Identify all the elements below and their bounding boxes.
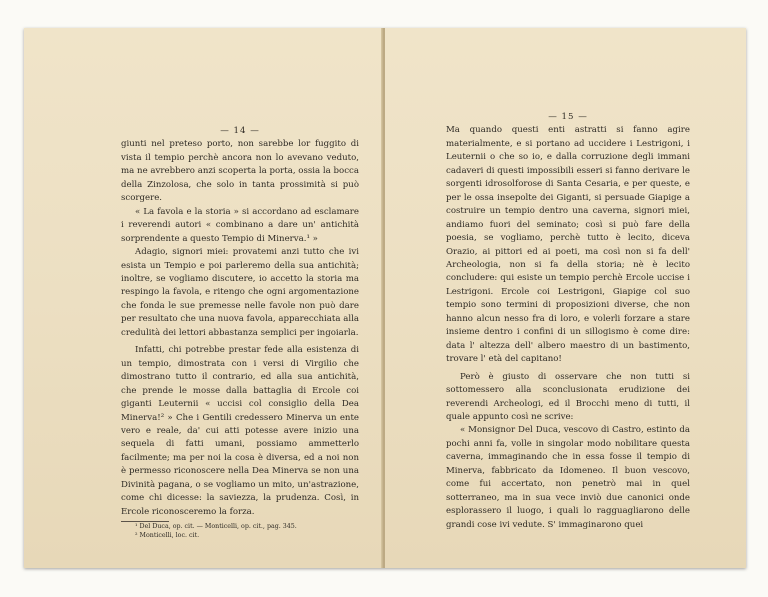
right-page-text	[446, 111, 690, 532]
left-page	[24, 28, 383, 568]
paragraph: Adagio, signori miei: provatemi anzi tutto che ivi esista un Tempio e poi parleremo della sua antichità; inoltre, se vogliamo discutere, io accetto la storia ma respingo la favola, e ritengo che ogni argomentazione che fonda le sue premesse nelle favole non può dare per resultato che una nuova favola, apparecchiata alla credulità dei lettori abbastanza semplici per ingoiarla.	[121, 247, 359, 338]
paragraph: Però è giusto di osservare che non tutti si sottomessero alla sconclusionata erudizione dei reverendi Archeologi, ed il Brocchi meno di tutti, il quale appunto così ne scrive:	[446, 371, 690, 422]
page-number: — 15 —	[548, 112, 588, 122]
footnote: ² Monticelli, loc. cit.	[135, 531, 200, 539]
right-page	[385, 28, 746, 568]
paragraph: giunti nel preteso porto, non sarebbe lor fuggito di vista il tempio perchè ancora non lo avevano veduto, ma ne avrebbero anzi scoperta la porta, ossia la bocca della Zinzolosa, che solo in tanta prossimità si può scorgere.	[121, 139, 359, 204]
left-page-text	[121, 125, 359, 540]
paragraph: Infatti, chi potrebbe prestar fede alla esistenza di un tempio, dimostrata con i versi di Virgilio che dimostrano tutto il contrario, ed alla sua antichità, che prende le mosse dalla battaglia di Ercole coi giganti Leuternii « uccisi col consiglio della Dea Minerva!² » Che i Gentili credessero Minerva un ente vero e reale, da' cui atti potesse avere inizio una sequela di fatti umani, possiamo ammetterlo facilmente; ma per noi la cosa è diversa, ed a noi non è permesso riconoscere nella Dea Minerva se non una Divinità pagana, o se vogliamo un mito, un'astrazione, come chi dicesse: la saviezza, la prudenza. Così, in Ercole riconosceremo la forza.	[121, 345, 359, 517]
footnote: ¹ Del Duca, op. cit. — Monticelli, op. cit., pag. 345.	[135, 523, 297, 531]
footnote-rule	[121, 521, 169, 522]
paragraph: Ma quando questi enti astratti si fanno agire materialmente, e si portano ad uccidere i Lestrigoni, i Leuternii o che so io, e dalla corruzione degli immani cadaveri di questi impossibili esseri si fanno derivare le sorgenti idrosolforose di Santa Cesaria, e per queste, e per le ossa insepolte dei Giganti, si persuade Giapige a costruire un tempio dentro una caverna, signori miei, andiamo fuori del seminato; così si può fare della poesia, se vogliamo, perchè tutto è lecito, diceva Orazio, ai pittori ed ai poeti, ma così non si fa dell' Archeologia, non si fa della storia; nè è lecito concludere: qui esiste un tempio perchè Ercole uccise i Lestrigoni. Ercole coi Lestrigoni, Giapige col suo tempio sono termini di proposizioni diverse, che non hanno alcun nesso fra di loro, e volerli forzare a stare insieme dentro i confini di un sillogismo è come dire: data l' altezza dell' albero maestro di un bastimento, trovare l' età del capitano!	[446, 125, 690, 365]
page-number: — 14 —	[220, 126, 260, 136]
paragraph: « Monsignor Del Duca, vescovo di Castro, estinto da pochi anni fa, volle in singolar modo nobilitare questa caverna, immaginando che in essa fosse il tempio di Minerva, fabbricato da Idomeneo. Il buon vescovo, come fui accertato, non penetrò mai in quel sotterraneo, ma in sua vece inviò due canonici onde esplorassero il luogo, i quali lo ragguagliarono delle grandi cose ivi vedute. S' immaginarono quei	[446, 425, 690, 530]
book-spread	[24, 28, 746, 568]
paragraph: « La favola e la storia » si accordano ad esclamare i reverendi autori « combinano a dare un' antichità sorprendente a questo Tempio di Minerva.¹ »	[121, 206, 359, 244]
